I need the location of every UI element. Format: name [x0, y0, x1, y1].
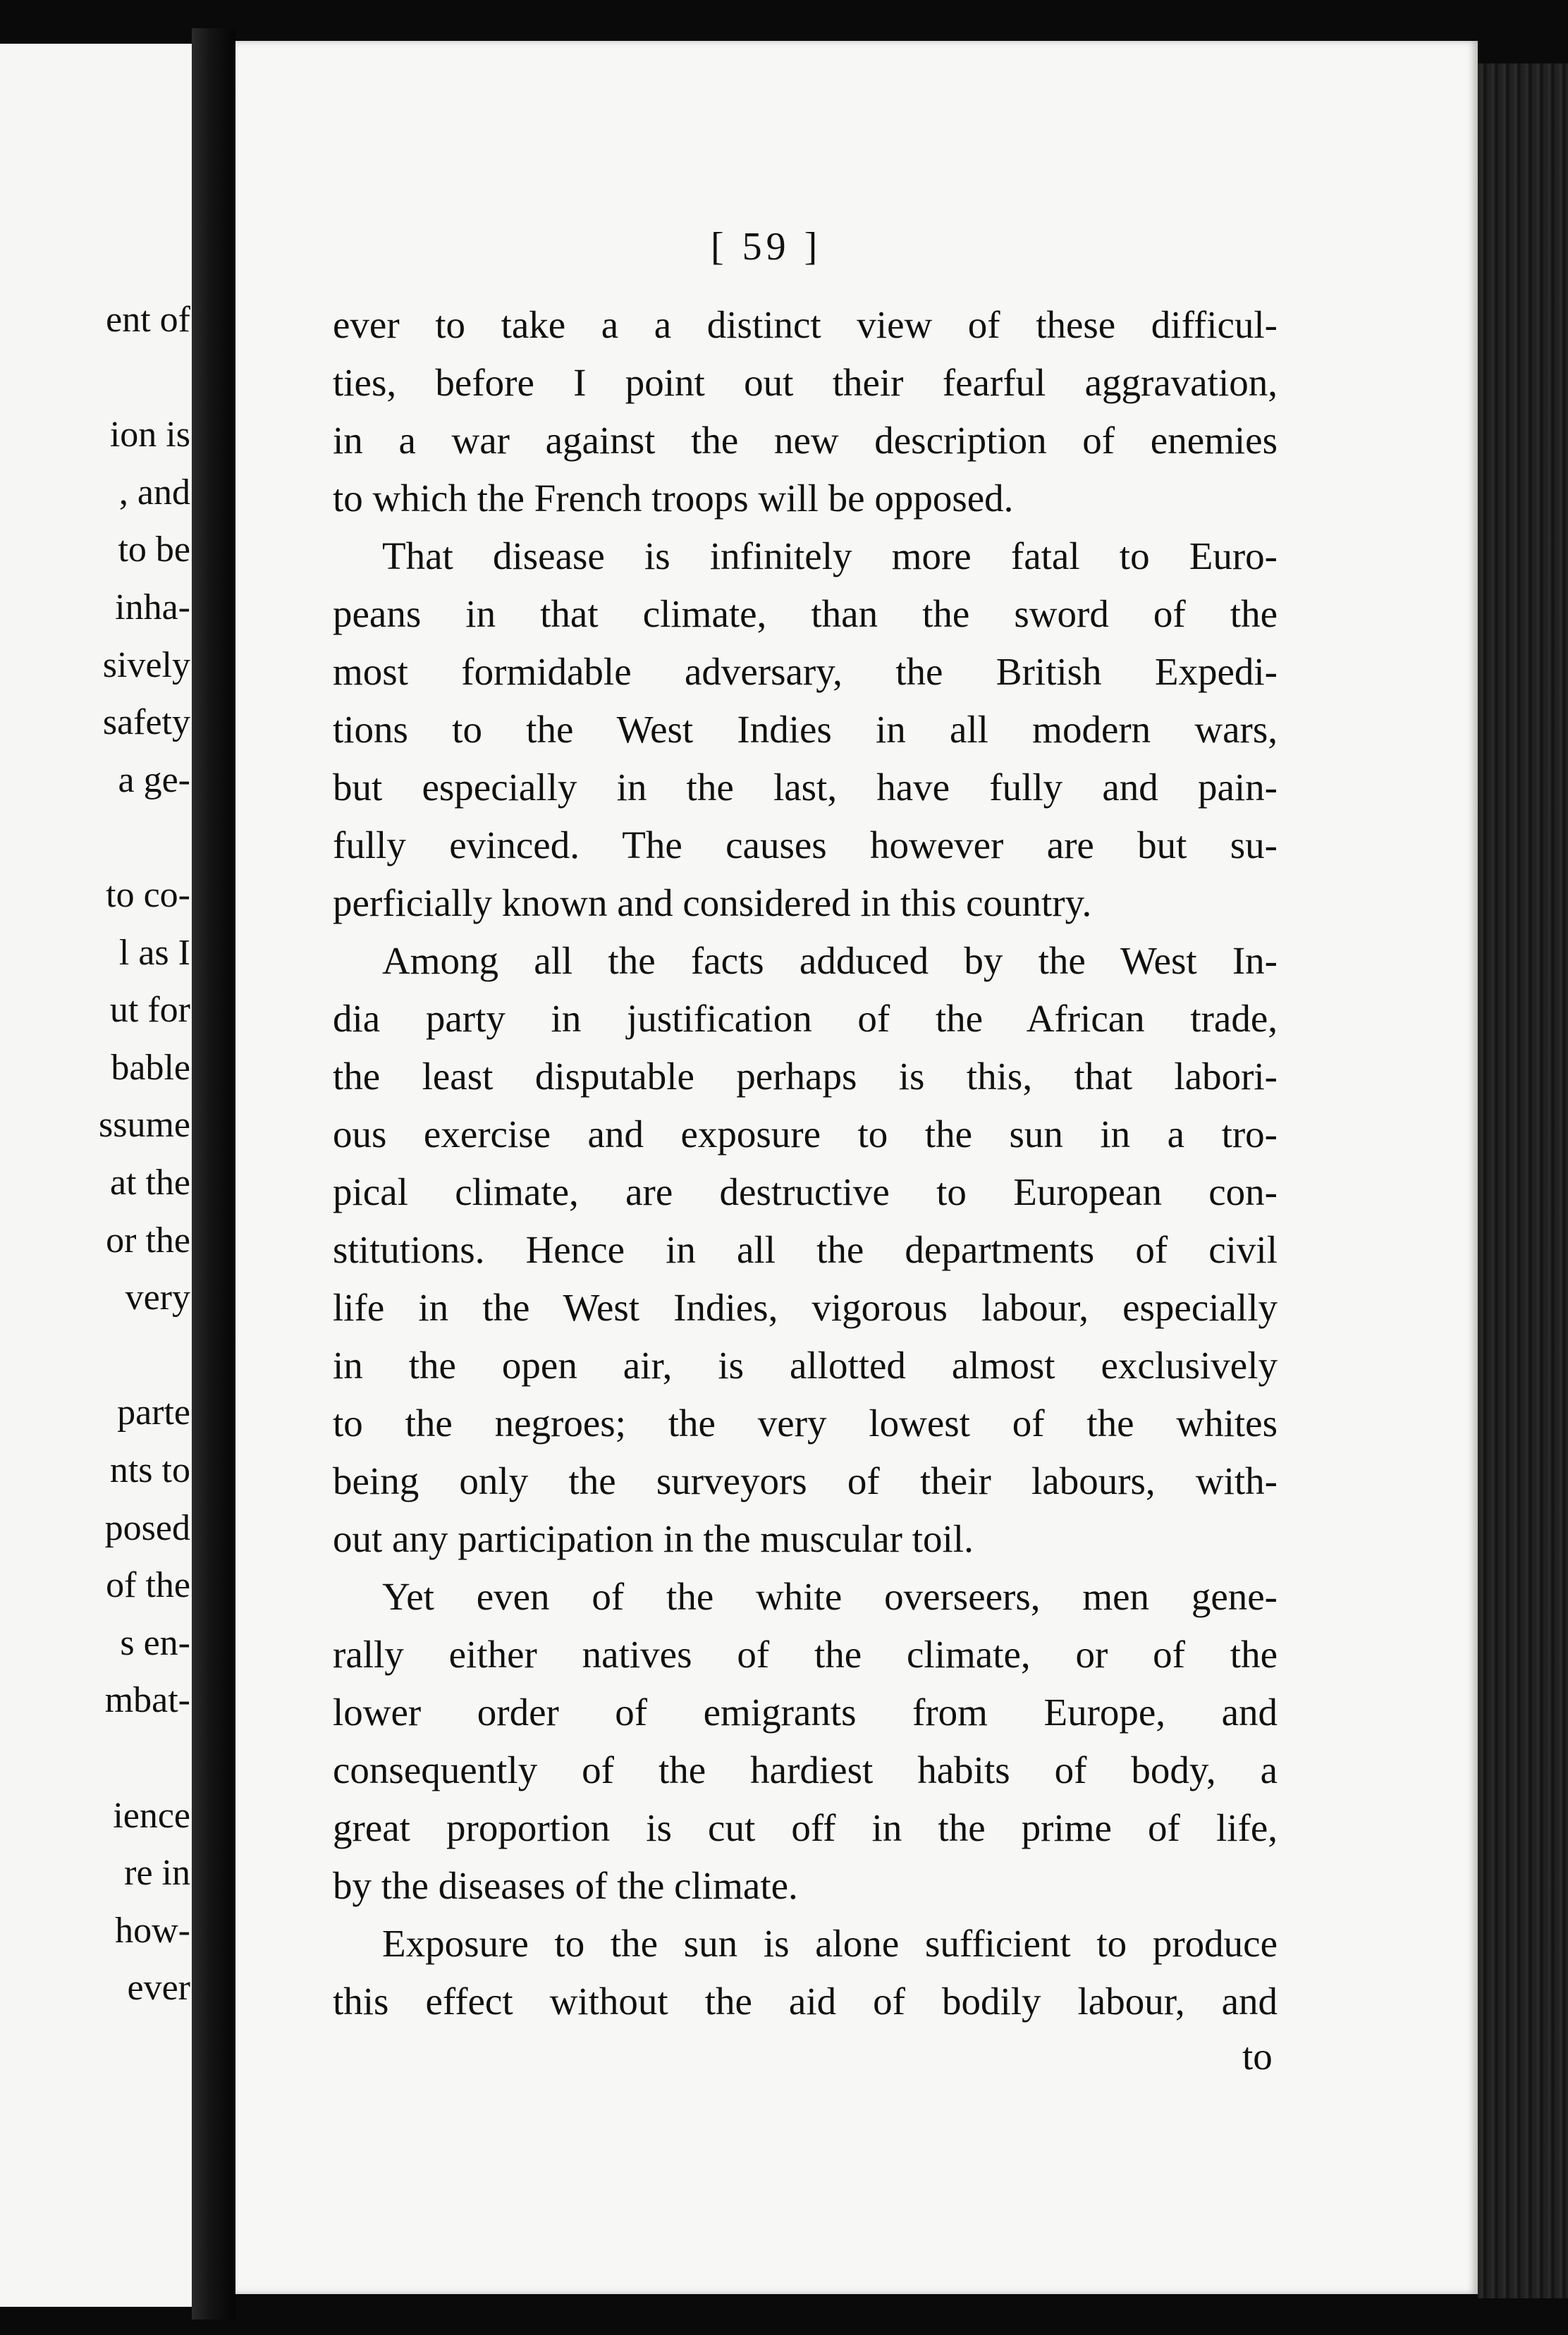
text-line: in the open air, is allotted almost exclusively [333, 1344, 1278, 1387]
body-text [333, 296, 1278, 2030]
text-line: but especially in the last, have fully and pain- [333, 766, 1278, 809]
text-line: Yet even of the white overseers, men gene- [382, 1575, 1278, 1618]
text-line: perficially known and considered in this country. [333, 881, 1092, 924]
text-line: consequently of the hardiest habits of body, a [333, 1748, 1278, 1791]
previous-page-line: very [125, 1277, 190, 1318]
previous-page-line: ent of [106, 300, 190, 340]
text-line: out any participation in the muscular toil. [333, 1517, 974, 1560]
text-line: in a war against the new description of enemies [333, 419, 1278, 462]
previous-page-line: safety [102, 702, 190, 743]
text-line: That disease is infinitely more fatal to Euro- [382, 534, 1278, 577]
previous-page-line: bable [111, 1047, 190, 1088]
previous-page-line: ssume [99, 1105, 190, 1146]
previous-page-line: to co- [106, 875, 190, 915]
text-line: life in the West Indies, vigorous labour, especially [333, 1286, 1278, 1329]
previous-page-line: l as I [118, 932, 190, 973]
text-line: fully evinced. The causes however are but su- [333, 823, 1278, 866]
text-line: peans in that climate, than the sword of the [333, 592, 1278, 635]
text-line: the least disputable perhaps is this, that labori- [333, 1055, 1278, 1098]
previous-page-line: nts to [109, 1450, 190, 1490]
previous-page-line: parte [117, 1392, 190, 1433]
previous-page-line: at the [109, 1163, 190, 1203]
previous-page-line: sively [102, 644, 190, 685]
page-header: [ 59 ] [711, 225, 822, 269]
previous-page-line: to be [118, 529, 190, 570]
text-line: dia party in justification of the African trade, [333, 997, 1278, 1040]
previous-page-line: ion is [109, 415, 190, 455]
previous-page-line: how- [115, 1910, 190, 1951]
text-line: rally either natives of the climate, or of the [333, 1633, 1278, 1676]
text-line: most formidable adversary, the British Expedi- [333, 650, 1278, 693]
page-edges [1478, 63, 1568, 2298]
previous-page-line: ever [127, 1968, 190, 2009]
catchword: to [1242, 2035, 1273, 2078]
text-line: to which the French troops will be opposed. [333, 477, 1014, 520]
text-line: to the negroes; the very lowest of the whites [333, 1402, 1278, 1445]
previous-page-fragments [0, 44, 192, 2307]
previous-page-line: , and [118, 472, 190, 513]
text-line: ous exercise and exposure to the sun in a tro- [333, 1113, 1278, 1156]
previous-page-line: ience [113, 1795, 190, 1836]
previous-page-line: s en- [120, 1622, 190, 1663]
text-line: lower order of emigrants from Europe, and [333, 1691, 1278, 1734]
book-gutter [192, 28, 235, 2319]
text-line: this effect without the aid of bodily labour, and [333, 1980, 1278, 2023]
text-line: ever to take a a distinct view of these difficul- [333, 303, 1278, 346]
text-line: being only the surveyors of their labours, with- [333, 1459, 1278, 1502]
previous-page [0, 44, 192, 2307]
previous-page-line: or the [106, 1220, 190, 1261]
previous-page-line: re in [124, 1853, 190, 1894]
text-line: tions to the West Indies in all modern wars, [333, 708, 1278, 751]
previous-page-line: of the [106, 1565, 190, 1606]
previous-page-line: ut for [109, 990, 190, 1031]
previous-page-line: posed [104, 1507, 190, 1548]
previous-page-line: a ge- [118, 759, 190, 800]
text-line: stitutions. Hence in all the departments of civil [333, 1228, 1278, 1271]
text-line: by the diseases of the climate. [333, 1864, 798, 1907]
text-line: great proportion is cut off in the prime of life, [333, 1806, 1278, 1849]
text-line: Among all the facts adduced by the West In- [382, 939, 1278, 982]
previous-page-line: inha- [115, 587, 190, 627]
text-line: ties, before I point out their fearful aggravation, [333, 361, 1278, 404]
text-line: pical climate, are destructive to European con- [333, 1170, 1278, 1213]
text-line: Exposure to the sun is alone sufficient to produce [382, 1922, 1278, 1965]
previous-page-line: mbat- [104, 1680, 190, 1721]
